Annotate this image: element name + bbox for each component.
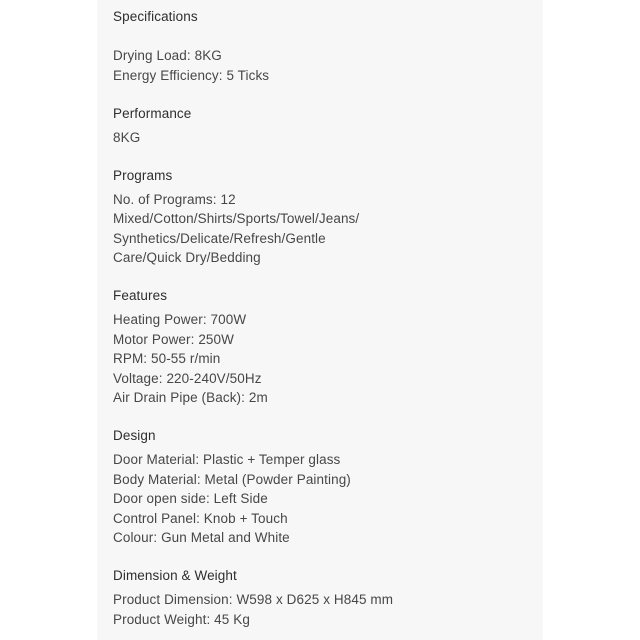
spec-line: Control Panel: Knob + Touch	[113, 510, 288, 526]
spec-line: Care/Quick Dry/Bedding	[113, 250, 261, 265]
section-heading-performance: Performance	[113, 105, 192, 121]
section-heading-features: Features	[113, 288, 168, 303]
spec-line: Drying Load: 8KG	[113, 48, 222, 63]
section-heading-programs: Programs	[113, 167, 173, 183]
section-heading-specifications: Specifications	[113, 9, 198, 24]
spec-line: Door Material: Plastic + Temper glass	[113, 452, 341, 467]
section-heading-design: Design	[113, 428, 156, 443]
spec-line: Heating Power: 700W	[113, 312, 247, 327]
spec-line: Motor Power: 250W	[113, 331, 234, 347]
spec-line: Door open side: Left Side	[113, 491, 268, 506]
section-design	[113, 426, 533, 548]
spec-line: Synthetics/Delicate/Refresh/Gentle	[113, 230, 326, 246]
spec-content	[113, 7, 533, 629]
section-performance	[113, 104, 533, 148]
spec-line: No. of Programs: 12	[113, 191, 236, 207]
spec-line: Product Weight: 45 Kg	[113, 611, 250, 627]
spec-line: Voltage: 220-240V/50Hz	[113, 370, 262, 386]
spec-line: RPM: 50-55 r/min	[113, 351, 221, 366]
spec-line: Mixed/Cotton/Shirts/Sports/Towel/Jeans/	[113, 211, 360, 226]
spec-line: Air Drain Pipe (Back): 2m	[113, 390, 268, 405]
spec-line: Product Dimension: W598 x D625 x H845 mm	[113, 592, 394, 607]
section-features	[113, 286, 533, 408]
spec-line: Body Material: Metal (Powder Painting)	[113, 471, 351, 487]
section-programs	[113, 166, 533, 268]
spec-line: Energy Efficiency: 5 Ticks	[113, 67, 270, 83]
section-heading-dimension-weight: Dimension & Weight	[113, 568, 237, 583]
section-dimension-weight	[113, 566, 533, 629]
spec-line: Colour: Gun Metal and White	[113, 530, 290, 545]
section-specifications	[113, 7, 533, 85]
spec-line: 8KG	[113, 129, 141, 145]
